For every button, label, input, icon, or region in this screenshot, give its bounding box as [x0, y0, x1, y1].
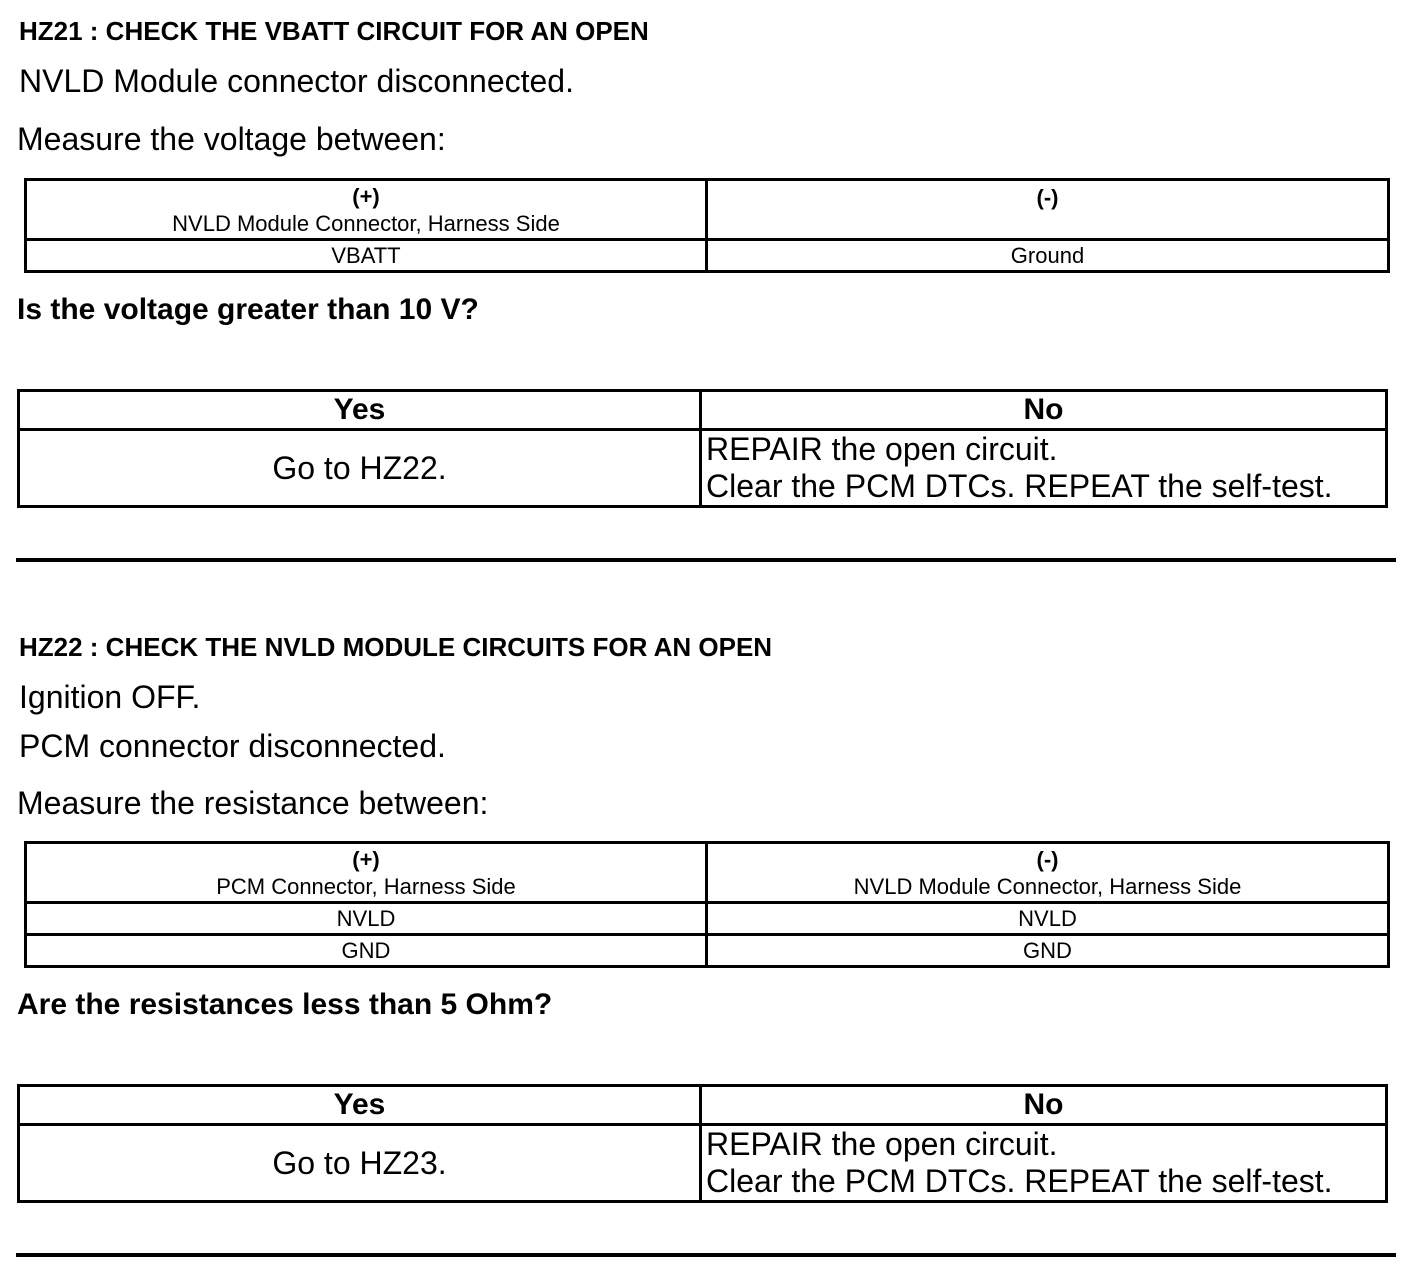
- cell-minus: NVLD: [707, 903, 1389, 935]
- question: Is the voltage greater than 10 V?: [17, 293, 479, 326]
- result-table: [17, 389, 1388, 508]
- no-header: No: [701, 1086, 1387, 1125]
- header-minus-cell: [707, 843, 1389, 903]
- question: Are the resistances less than 5 Ohm?: [17, 988, 553, 1021]
- measure-label: Measure the voltage between:: [17, 121, 446, 157]
- header-plus: (+): [352, 183, 380, 209]
- cell-plus: NVLD: [26, 903, 707, 935]
- yes-header: Yes: [19, 1086, 701, 1125]
- header-minus: (-): [1036, 185, 1059, 210]
- measurement-table: [24, 841, 1390, 968]
- no-action: [701, 1125, 1387, 1202]
- table-row: [26, 935, 1389, 967]
- header-minus-sub: NVLD Module Connector, Harness Side: [853, 873, 1242, 899]
- instruction-connector-disconnected: NVLD Module connector disconnected.: [19, 63, 574, 99]
- measurement-table: [24, 178, 1390, 273]
- header-minus-cell: [707, 180, 1389, 240]
- step-title-hz22: HZ22 : CHECK THE NVLD MODULE CIRCUITS FOR AN OPEN: [19, 632, 773, 662]
- table-row: [26, 903, 1389, 935]
- cell-minus: Ground: [707, 240, 1389, 272]
- result-table: [17, 1084, 1388, 1203]
- measure-label: Measure the resistance between:: [17, 785, 489, 821]
- yes-action: Go to HZ23.: [19, 1125, 701, 1202]
- header-plus-sub: PCM Connector, Harness Side: [216, 873, 516, 899]
- no-action: [701, 430, 1387, 507]
- step-title-hz21: HZ21 : CHECK THE VBATT CIRCUIT FOR AN OPEN: [19, 16, 649, 46]
- header-plus: (+): [352, 846, 380, 872]
- instruction-ignition-off: Ignition OFF.: [19, 679, 201, 715]
- header-plus-sub: NVLD Module Connector, Harness Side: [172, 210, 560, 236]
- yes-header: Yes: [19, 391, 701, 430]
- section-divider: [16, 558, 1396, 562]
- no-action-line: Clear the PCM DTCs. REPEAT the self-test.: [706, 468, 1333, 504]
- section-divider: [16, 1253, 1396, 1257]
- cell-plus: GND: [26, 935, 707, 967]
- header-plus-cell: [26, 180, 707, 240]
- cell-plus: VBATT: [26, 240, 707, 272]
- no-action-line: REPAIR the open circuit.: [706, 431, 1058, 467]
- yes-action: Go to HZ22.: [19, 430, 701, 507]
- header-minus: (-): [1036, 846, 1059, 872]
- no-action-line: Clear the PCM DTCs. REPEAT the self-test.: [706, 1163, 1333, 1199]
- no-header: No: [701, 391, 1387, 430]
- instruction-pcm-disconnected: PCM connector disconnected.: [19, 728, 446, 764]
- header-plus-cell: [26, 843, 707, 903]
- no-action-line: REPAIR the open circuit.: [706, 1126, 1058, 1162]
- table-row: [26, 240, 1389, 272]
- cell-minus: GND: [707, 935, 1389, 967]
